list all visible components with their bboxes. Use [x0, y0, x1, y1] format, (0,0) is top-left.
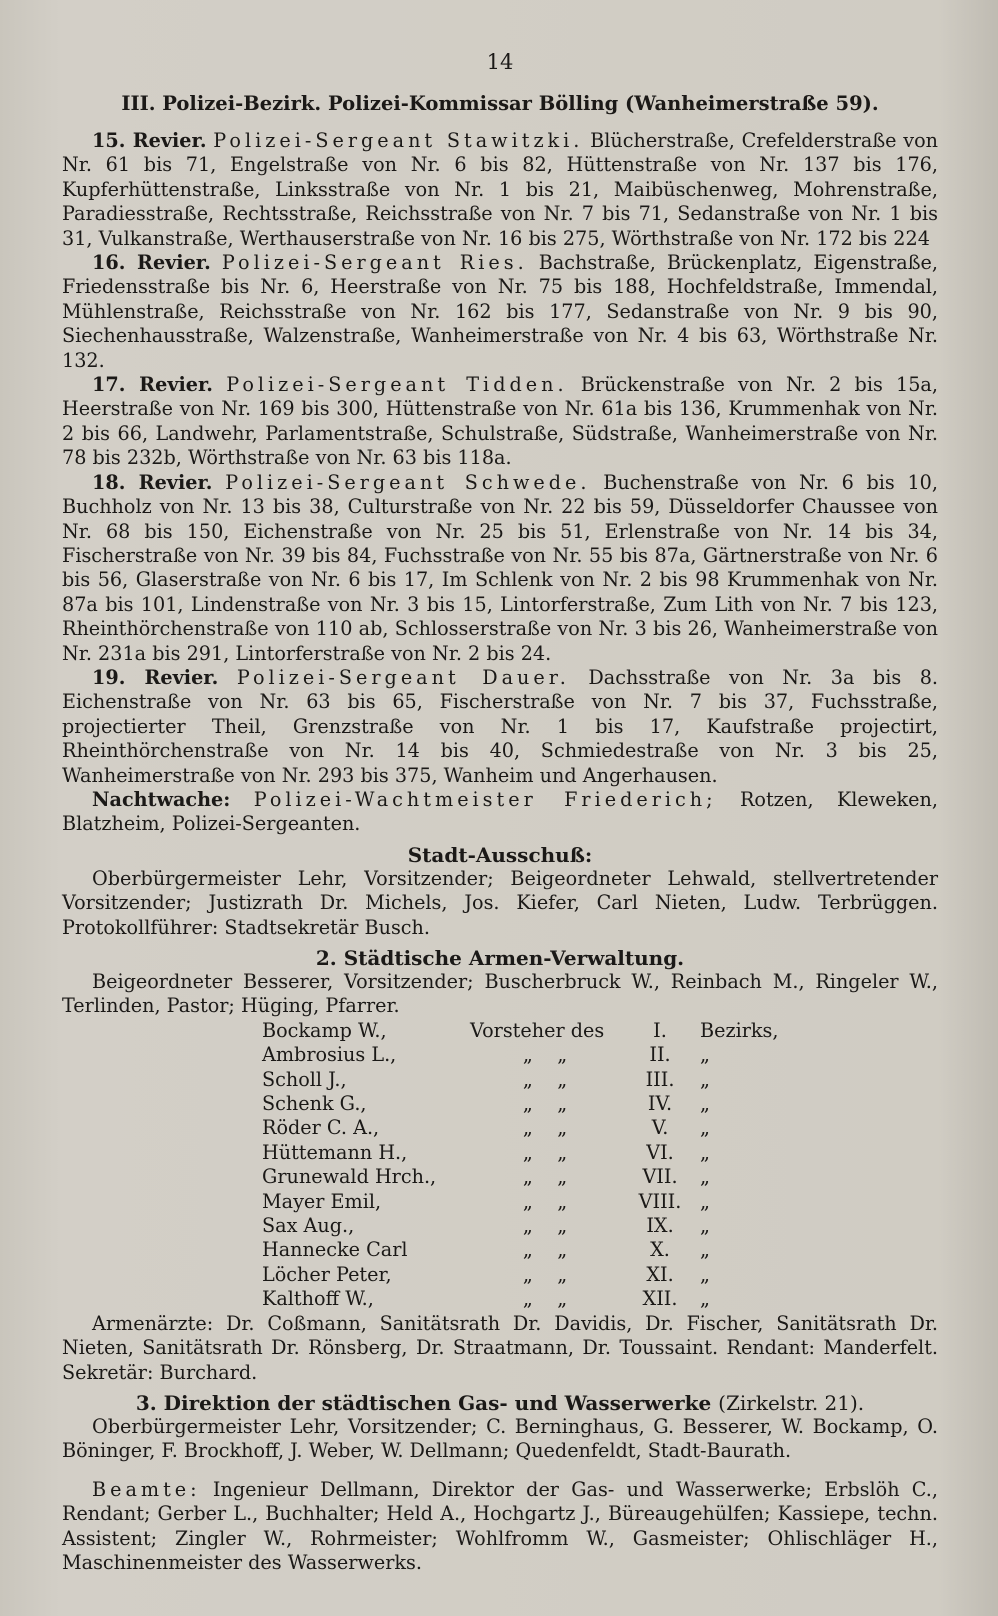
member-district: VII. [642, 1165, 678, 1189]
revier-sergeant: Polizei-Sergeant Tidden. [226, 373, 568, 397]
member-district: IV. [647, 1092, 673, 1116]
nachtwache-paragraph [62, 788, 938, 837]
revier-paragraph [62, 373, 938, 471]
ditto-mark: „ „ [522, 1189, 568, 1213]
member-district: V. [651, 1116, 669, 1140]
ditto-mark: „ „ [522, 1043, 568, 1067]
beamte-text: Ingenieur Dellmann, Direktor der Gas- und Wasserwerke; Erbslöh C., Rendant; Gerber L., Buchhalter; Held A., Hochgartz J., Büreaugehülfen; Kassiepe, techn. Assistent; Zingler W., Rohrmeister; Wohlfromm W., Gasmeister; Ohlischläger H., Maschinenmeister des Wasserwerks. [62, 1477, 938, 1574]
ditto-mark: „ [700, 1165, 710, 1189]
ditto-mark: „ „ [522, 1165, 568, 1189]
list-item [262, 1043, 938, 1067]
ditto-mark: „ [700, 1140, 710, 1164]
reviere-list [62, 129, 938, 837]
revier-sergeant: Polizei-Sergeant Dauer. [236, 665, 570, 689]
ditto-mark: „ [700, 1092, 710, 1116]
list-item [262, 1238, 938, 1262]
member-district: XII. [642, 1287, 678, 1311]
ditto-mark: „ „ [522, 1116, 568, 1140]
armen-members-list [62, 1019, 938, 1312]
member-suffix: Bezirks, [700, 1018, 779, 1042]
stadt-ausschuss-heading: Stadt-Ausschuß: [407, 842, 593, 867]
revier-paragraph [62, 251, 938, 373]
list-item [262, 1141, 938, 1165]
gas-members: Oberbürgermeister Lehr, Vorsitzender; C. Berninghaus, G. Besserer, W. Bockamp, O. Böninger, F. Brockhoff, J. Weber, W. Dellmann; Quedenfeldt, Stadt-Baurath. [62, 1414, 938, 1463]
member-district: IX. [646, 1214, 674, 1238]
member-name: Hüttemann H., [262, 1140, 408, 1164]
revier-paragraph [62, 129, 938, 251]
member-district: VI. [646, 1140, 674, 1164]
member-role: Vorsteher des [470, 1018, 605, 1042]
page-number: 14 [486, 50, 514, 74]
section-heading-polizei-bezirk: III. Polizei-Bezirk. Polizei-Kommissar Bölling (Wanheimerstraße 59). [121, 92, 879, 115]
list-item [262, 1068, 938, 1092]
list-item [262, 1263, 938, 1287]
revier-label: 17. Revier. [92, 373, 213, 397]
member-name: Grunewald Hrch., [262, 1165, 437, 1189]
paragraph-gap [62, 1464, 938, 1478]
member-district: III. [645, 1067, 675, 1091]
revier-streets: Dachsstraße von Nr. 3a bis 8. Eichenstraße von Nr. 63 bis 65, Fischerstraße von Nr. 7 bis 37, Fuchsstraße, projectierter Theil, Grenzstraße von Nr. 1 bis 17, Kaufstraße projectirt, Rheinthörchenstraße von Nr. 14 bis 40, Schmiedestraße von Nr. 3 bis 25, Wanheimerstraße von Nr. 293 bis 375, Wanheim und Angerhausen. [62, 665, 939, 787]
revier-label: 18. Revier. [92, 470, 213, 494]
member-name: Ambrosius L., [262, 1043, 397, 1067]
revier-paragraph [62, 471, 938, 666]
list-item [262, 1287, 938, 1311]
gas-address: (Zirkelstr. 21). [718, 1390, 865, 1415]
revier-streets: Brückenstraße von Nr. 2 bis 15a, Heerstraße von Nr. 169 bis 300, Hüttenstraße von Nr. 61a bis 136, Krummenhak von Nr. 2 bis 66, Landwehr, Parlamentstraße, Schulstraße, Südstraße, Wanheimerstraße von Nr. 78 bis 232b, Wörthstraße von Nr. 63 bis 118a. [62, 373, 938, 470]
list-item [262, 1116, 938, 1140]
revier-paragraph [62, 666, 938, 788]
armen-aerzte: Armenärzte: Dr. Coßmann, Sanitätsrath Dr. Davidis, Dr. Fischer, Sanitätsrath Dr. Nieten, Sanitätsrath Dr. Rönsberg, Dr. Straatmann, Dr. Toussaint. Rendant: Manderfelt. Sekretär: Burchard. [62, 1311, 938, 1384]
member-district: II. [649, 1043, 671, 1067]
nachtwache-name: Polizei-Wachtmeister Friederich; [253, 787, 717, 811]
beamte-label: Beamte: [92, 1477, 201, 1501]
gas-heading: 3. Direktion der städtischen Gas- und Wasserwerke [135, 1390, 712, 1415]
nachtwache-label: Nachtwache: [92, 787, 231, 811]
member-name: Scholl J., [262, 1067, 347, 1091]
member-name: Schenk G., [262, 1092, 367, 1116]
nachtwache-text: Rotzen, Kleweken, Blatzheim, Polizei-Sergeanten. [62, 787, 938, 836]
gas-heading-line [62, 1391, 938, 1415]
member-name: Bockamp W., [262, 1018, 387, 1042]
ditto-mark: „ [700, 1262, 710, 1286]
list-item [262, 1092, 938, 1116]
member-name: Röder C. A., [262, 1116, 380, 1140]
ditto-mark: „ „ [522, 1140, 568, 1164]
member-district: X. [650, 1238, 670, 1262]
revier-sergeant: Polizei-Sergeant Ries. [221, 251, 528, 275]
member-name: Kalthoff W., [262, 1287, 374, 1311]
member-name: Hannecke Carl [262, 1238, 408, 1262]
gas-beamte [62, 1478, 938, 1576]
ditto-mark: „ „ [522, 1092, 568, 1116]
ditto-mark: „ „ [522, 1238, 568, 1262]
ditto-mark: „ „ [522, 1262, 568, 1286]
ditto-mark: „ [700, 1043, 710, 1067]
revier-streets: Buchenstraße von Nr. 6 bis 10, Buchholz von Nr. 13 bis 38, Culturstraße von Nr. 22 bis 59, Düsseldorfer Chaussee von Nr. 68 bis 150, Eichenstraße von Nr. 25 bis 51, Erlenstraße von Nr. 14 bis 34, Fischerstraße von Nr. 39 bis 84, Fuchsstraße von Nr. 55 bis 87a, Gärtnerstraße von Nr. 6 bis 56, Glaserstraße von Nr. 6 bis 17, Im Schlenk von Nr. 2 bis 98 Krummenhak von Nr. 87a bis 101, Lindenstraße von Nr. 3 bis 15, Lintorferstraße, Zum Lith von Nr. 7 bis 123, Rheinthörchenstraße von 110 ab, Schlosserstraße von Nr. 3 bis 26, Wanheimerstraße von Nr. 231a bis 291, Lintorferstraße von Nr. 2 bis 24. [62, 470, 938, 665]
list-item [262, 1165, 938, 1189]
list-item [262, 1214, 938, 1238]
ditto-mark: „ [700, 1189, 710, 1213]
ditto-mark: „ [700, 1116, 710, 1140]
ditto-mark: „ [700, 1214, 710, 1238]
revier-label: 15. Revier. [92, 129, 207, 152]
member-name: Löcher Peter, [262, 1262, 392, 1286]
armen-intro: Beigeordneter Besserer, Vorsitzender; Buscherbruck W., Reinbach M., Ringeler W., Terlinden, Pastor; Hüging, Pfarrer. [62, 970, 938, 1018]
list-item [262, 1190, 938, 1214]
revier-label: 19. Revier. [92, 665, 219, 689]
ditto-mark: „ „ [522, 1067, 568, 1091]
ditto-mark: „ [700, 1067, 710, 1091]
member-name: Mayer Emil, [262, 1189, 382, 1213]
armen-verwaltung-heading: 2. Städtische Armen-Verwaltung. [315, 946, 685, 970]
ditto-mark: „ [700, 1287, 710, 1311]
ditto-mark: „ [700, 1238, 710, 1262]
revier-streets: Bachstraße, Brückenplatz, Eigenstraße, Friedensstraße bis Nr. 6, Heerstraße von Nr. 75 bis 188, Hochfeldstraße, Immendal, Mühlenstraße, Reichsstraße von Nr. 162 bis 177, Sedanstraße von Nr. 9 bis 90, Siechenhausstraße, Walzenstraße, Wanheimerstraße von Nr. 4 bis 63, Wörthstraße Nr. 132. [62, 251, 939, 372]
member-name: Sax Aug., [262, 1214, 355, 1238]
ditto-mark: „ „ [522, 1287, 568, 1311]
revier-label: 16. Revier. [92, 251, 211, 275]
list-item [262, 1019, 938, 1043]
revier-streets: Blücherstraße, Crefelderstraße von Nr. 61 bis 71, Engelstraße von Nr. 6 bis 82, Hüttenstraße von Nr. 137 bis 176, Kupferhüttenstraße, Linksstraße von Nr. 1 bis 21, Maibüschenweg, Mohrenstraße, Paradiesstraße, Rechtsstraße, Reichsstraße von Nr. 7 bis 71, Sedanstraße von Nr. 1 bis 31, Vulkanstraße, Werthauserstraße von Nr. 16 bis 275, Wörthstraße von Nr. 172 bis 224 [62, 129, 939, 250]
member-district: VIII. [638, 1189, 682, 1213]
revier-sergeant: Polizei-Sergeant Stawitzki. [213, 129, 584, 152]
stadt-ausschuss-text: Oberbürgermeister Lehr, Vorsitzender; Beigeordneter Lehwald, stellvertretender Vorsitzender; Justizrath Dr. Michels, Jos. Kiefer, Carl Nieten, Ludw. Terbrüggen. Protokollführer: Stadtsekretär Busch. [62, 866, 938, 939]
member-district: XI. [646, 1262, 674, 1286]
ditto-mark: „ „ [522, 1214, 568, 1238]
revier-sergeant: Polizei-Sergeant Schwede. [225, 470, 591, 494]
member-district: I. [653, 1018, 667, 1042]
